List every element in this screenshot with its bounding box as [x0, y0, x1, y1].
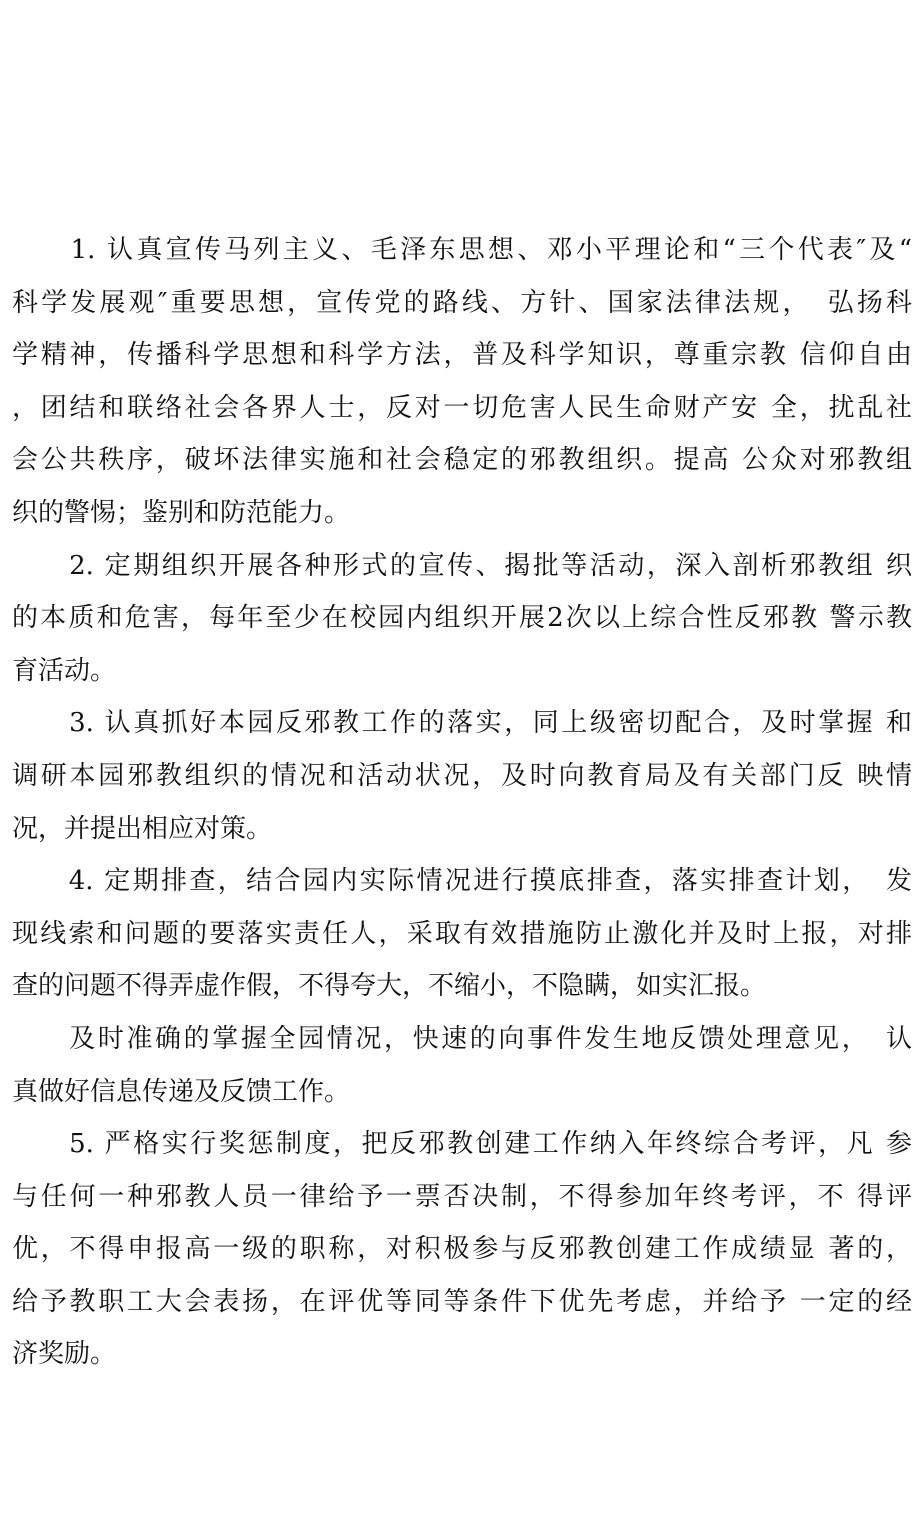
paragraph-line: 5. 严格实行奖惩制度，把反邪教创建工作纳入年终综合考评，凡 参	[12, 1129, 912, 1160]
paragraph-line: 及时准确的掌握全园情况，快速的向事件发生地反馈处理意见， 认	[12, 1023, 912, 1054]
paragraph-line: 织的警惕；鉴别和防范能力。	[12, 497, 351, 528]
paragraph-line: 优，不得申报高一级的职称，对积极参与反邪教创建工作成绩显 著的，	[12, 1234, 912, 1265]
paragraph-line: 2. 定期组织开展各种形式的宣传、揭批等活动，深入剖析邪教组 织	[12, 550, 912, 581]
paragraph-line: 育活动。	[12, 655, 117, 686]
paragraph-6	[12, 1118, 912, 1381]
paragraph-line: 的本质和危害，每年至少在校园内组织开展2次以上综合性反邪教 警示教	[12, 603, 912, 634]
paragraph-line: 真做好信息传递及反馈工作。	[12, 1076, 351, 1107]
paragraph-4	[12, 855, 912, 1013]
paragraph-line: 济奖励。	[12, 1339, 117, 1370]
paragraph-line: 会公共秩序，破坏法律实施和社会稳定的邪教组织。提高 公众对邪教组	[12, 445, 912, 476]
document-body	[12, 224, 912, 1381]
paragraph-3	[12, 697, 912, 855]
paragraph-line: 3. 认真抓好本园反邪教工作的落实，同上级密切配合，及时掌握 和	[12, 708, 912, 739]
paragraph-1	[12, 224, 912, 540]
paragraph-line: ，团结和联络社会各界人士，反对一切危害人民生命财产安 全，扰乱社	[12, 392, 912, 423]
paragraph-line: 查的问题不得弄虚作假，不得夸大，不缩小，不隐瞒，如实汇报。	[12, 971, 767, 1002]
paragraph-line: 与任何一种邪教人员一律给予一票否决制，不得参加年终考评，不 得评	[12, 1181, 912, 1212]
paragraph-line: 调研本园邪教组织的情况和活动状况，及时向教育局及有关部门反 映情	[12, 760, 912, 791]
paragraph-line: 1. 认真宣传马列主义、毛泽东思想、邓小平理论和“三个代表″及“	[12, 235, 912, 265]
paragraph-5	[12, 1013, 912, 1118]
paragraph-line: 科学发展观″重要思想，宣传党的路线、方针、国家法律法规， 弘扬科	[12, 287, 912, 318]
paragraph-line: 况，并提出相应对策。	[12, 813, 273, 844]
paragraph-line: 现线索和问题的要落实责任人，采取有效措施防止激化并及时上报，对排	[12, 918, 912, 949]
paragraph-2	[12, 540, 912, 698]
paragraph-line: 给予教职工大会表扬，在评优等同等条件下优先考虑，并给予 一定的经	[12, 1286, 912, 1317]
paragraph-line: 4. 定期排查，结合园内实际情况进行摸底排查，落实排查计划， 发	[12, 866, 912, 897]
paragraph-line: 学精神，传播科学思想和科学方法，普及科学知识，尊重宗教 信仰自由	[12, 340, 912, 371]
